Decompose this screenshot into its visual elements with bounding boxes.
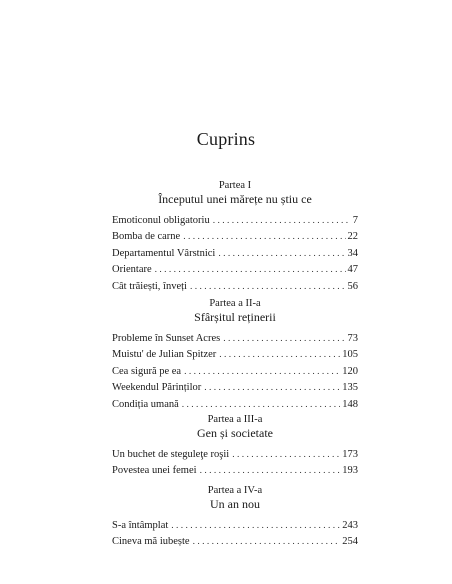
- entry-page: 73: [347, 333, 358, 344]
- toc-section-part-4: [112, 484, 358, 551]
- toc-entry: [112, 331, 358, 347]
- toc-entry: [112, 463, 358, 479]
- dot-leader: [190, 280, 346, 295]
- entry-title: Bomba de carne: [112, 231, 181, 243]
- toc-entry: [112, 213, 358, 229]
- toc-entry: [112, 534, 358, 550]
- part-title: Începutul unei mărețe nu știu ce: [158, 192, 312, 206]
- entry-title: Cât trăiești, înveți: [112, 280, 187, 292]
- dot-leader: [171, 519, 340, 534]
- entry-page: 56: [347, 280, 358, 292]
- entry-page: 254: [342, 536, 358, 548]
- dot-leader: [223, 332, 345, 347]
- entry-title: Cineva mă iubește: [112, 536, 190, 548]
- dot-leader: [219, 348, 340, 363]
- entry-title: Departamentul Vârstnici: [112, 247, 216, 259]
- entry-page: 105: [342, 349, 358, 361]
- entry-page: 148: [342, 398, 358, 410]
- entry-page: 22: [347, 231, 358, 243]
- toc-section-part-3: [112, 413, 358, 480]
- entry-title: Un buchet de steguleţe roşii: [112, 449, 230, 460]
- part-label: Partea I: [218, 180, 252, 191]
- part-title: Sfârșitul reținerii: [194, 310, 276, 324]
- part-label: Partea a IV-a: [207, 485, 263, 496]
- dot-leader: [204, 381, 340, 396]
- part-title: Gen și societate: [197, 426, 273, 440]
- dot-leader: [182, 398, 340, 413]
- entry-title: Emoticonul obligatoriu: [112, 215, 210, 226]
- toc-entry: [112, 347, 358, 363]
- toc-section-part-2: [112, 297, 358, 413]
- part-label: Partea a II-a: [209, 298, 261, 309]
- entry-page: 135: [342, 382, 358, 394]
- toc-entry: [112, 364, 358, 380]
- page-title: Cuprins: [196, 129, 256, 149]
- entry-title: Condiția umană: [112, 398, 179, 410]
- part-label: Partea a III-a: [207, 414, 263, 425]
- dot-leader: [155, 263, 346, 278]
- entry-page: 7: [352, 215, 358, 226]
- dot-leader: [218, 247, 345, 262]
- entry-title: Povestea unei femei: [112, 465, 197, 477]
- toc-entry: [112, 279, 358, 295]
- dot-leader: [200, 464, 341, 479]
- entry-title: Orientare: [112, 264, 152, 276]
- entry-title: Muistu' de Julian Spitzer: [112, 349, 217, 361]
- toc-entry: [112, 447, 358, 463]
- entry-page: 173: [342, 449, 358, 460]
- toc-entry: [112, 229, 358, 245]
- entry-title: S-a întâmplat: [112, 520, 169, 531]
- entry-page: 34: [347, 247, 358, 259]
- toc-entry: [112, 518, 358, 534]
- toc-entry: [112, 246, 358, 262]
- entry-title: Probleme în Sunset Acres: [112, 333, 221, 344]
- entry-page: 243: [342, 520, 358, 531]
- toc-entry: [112, 380, 358, 396]
- dot-leader: [183, 230, 345, 245]
- entry-page: 120: [342, 365, 358, 377]
- entry-page: 47: [347, 264, 358, 276]
- toc-entry: [112, 262, 358, 278]
- part-title: Un an nou: [210, 497, 260, 511]
- dot-leader: [184, 365, 340, 380]
- toc-section-part-1: [112, 179, 358, 295]
- entry-page: 193: [342, 465, 358, 477]
- dot-leader: [213, 214, 351, 229]
- dot-leader: [193, 535, 341, 550]
- dot-leader: [232, 448, 340, 463]
- entry-title: Weekendul Părinților: [112, 382, 202, 394]
- toc-entry: [112, 397, 358, 413]
- entry-title: Cea sigură pe ea: [112, 365, 182, 377]
